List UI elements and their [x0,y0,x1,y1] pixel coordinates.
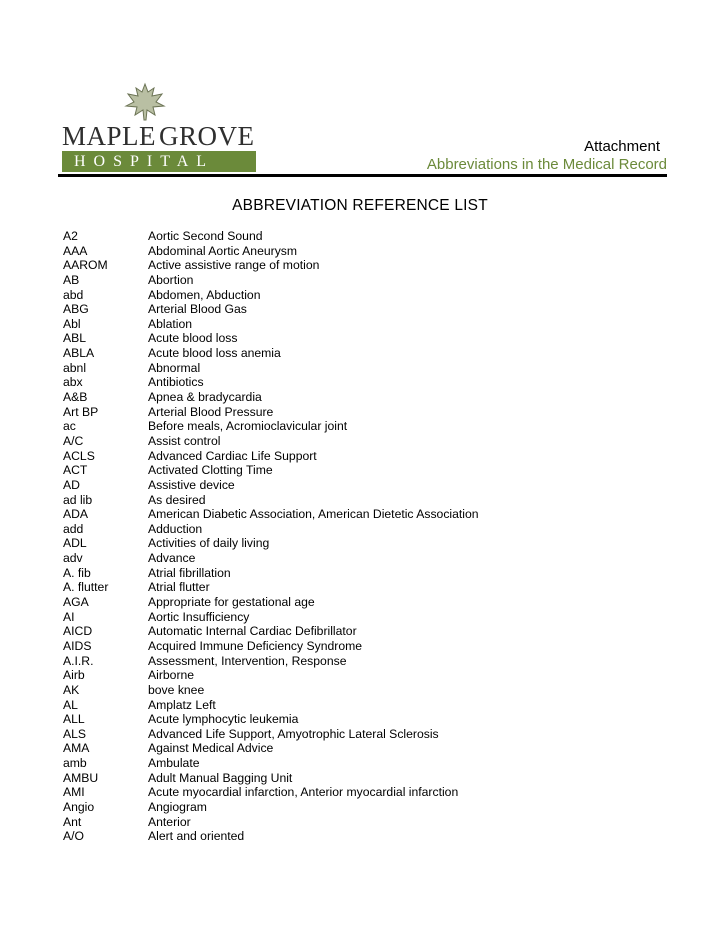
definition: Acute lymphocytic leukemia [148,712,299,727]
list-item [63,434,479,449]
header-title: Attachment [584,138,660,155]
definition: Assistive device [148,477,235,492]
list-item [63,815,479,830]
definition: Acute myocardial infarction, Anterior myocardial infarction [148,785,459,800]
list-item [63,463,479,478]
definition: Amplatz Left [148,697,216,712]
definition: Angiogram [148,799,207,814]
abbreviation: Ant [63,814,82,829]
abbreviation: A/O [63,829,84,844]
abbreviation: Angio [63,799,95,814]
abbreviation: ADA [63,507,89,522]
definition: Acquired Immune Deficiency Syndrome [148,638,363,653]
definition: Antibiotics [148,375,204,390]
list-item [63,800,479,815]
list-item [63,712,479,727]
list-item [63,288,479,303]
list-item [63,624,479,639]
definition: Abnormal [148,360,201,375]
abbreviation: A. flutter [63,580,109,595]
list-item [63,331,479,346]
list-item [63,449,479,464]
abbreviation: AMI [63,785,85,800]
maple-leaf-icon [120,82,170,122]
definition: Anterior [148,814,191,829]
abbreviation: ABG [63,302,89,317]
list-item [63,741,479,756]
list-item [63,698,479,713]
abbreviation: ACT [63,463,88,478]
abbreviation: ALS [63,726,87,741]
list-item [63,727,479,742]
abbreviation: Abl [63,316,81,331]
list-item [63,595,479,610]
list-item [63,419,479,434]
definition: Abdominal Aortic Aneurysm [148,243,298,258]
abbreviation: AL [63,697,78,712]
abbreviation: adv [63,551,83,566]
abbreviation: ad lib [63,492,93,507]
abbreviation: abd [63,287,84,302]
list-item [63,771,479,786]
list-item [63,478,479,493]
definition: Advanced Cardiac Life Support [148,448,317,463]
list-item [63,785,479,800]
list-item [63,229,479,244]
definition: Assessment, Intervention, Response [148,653,347,668]
abbreviation: AMA [63,741,90,756]
list-item [63,683,479,698]
abbreviation: abnl [63,360,87,375]
definition: Assist control [148,433,221,448]
definition: Apnea & bradycardia [148,390,262,405]
abbreviation: AAROM [63,258,108,273]
abbreviation: ABL [63,331,87,346]
list-item [63,566,479,581]
list-item [63,405,479,420]
abbreviation: abx [63,375,83,390]
definition: Adult Manual Bagging Unit [148,770,293,785]
list-item [63,668,479,683]
definition: Abdomen, Abduction [148,287,261,302]
definition: Alert and oriented [148,829,245,844]
definition: Abortion [148,272,194,287]
list-item [63,375,479,390]
abbreviation: amb [63,756,87,771]
abbreviation: ac [63,419,76,434]
abbreviation: A&B [63,390,88,405]
abbreviation: A/C [63,433,84,448]
list-item [63,346,479,361]
definition: Automatic Internal Cardiac Defibrillator [148,624,357,639]
definition: Against Medical Advice [148,741,274,756]
abbreviation: AMBU [63,770,99,785]
definition: Arterial Blood Gas [148,302,247,317]
list-item [63,654,479,669]
definition: Adduction [148,521,203,536]
abbreviation: A.I.R. [63,653,94,668]
list-item [63,317,479,332]
logo-word-grove: GROVE [159,121,255,151]
definition: Atrial fibrillation [148,565,231,580]
logo-word-maple: MAPLE [62,121,157,151]
definition: Aortic Second Sound [148,229,263,243]
abbreviation: AB [63,272,80,287]
abbreviation: ACLS [63,448,95,463]
list-item [63,610,479,625]
list-item [63,302,479,317]
hospital-logo [62,82,262,174]
abbreviation: ALL [63,712,85,727]
definition: As desired [148,492,206,507]
header-rule [58,174,667,177]
definition: Advance [148,551,196,566]
list-item [63,493,479,508]
abbreviation: A2 [63,229,78,243]
abbreviation: add [63,521,84,536]
abbreviation: AIDS [63,638,92,653]
list-item [63,551,479,566]
abbreviation: AICD [63,624,93,639]
list-item [63,536,479,551]
definition: bove knee [148,682,205,697]
list-item [63,244,479,259]
definition: Appropriate for gestational age [148,595,315,610]
list-item [63,522,479,537]
abbreviation: Art BP [63,404,99,419]
definition: Before meals, Acromioclavicular joint [148,419,348,434]
definition: Activities of daily living [148,536,270,551]
logo-word-hospital: HOSPITAL [62,151,256,172]
definition: Airborne [148,668,195,683]
list-item [63,829,479,844]
definition: Advanced Life Support, Amyotrophic Lateral Sclerosis [148,726,439,741]
abbreviation: AGA [63,595,89,610]
list-title: ABBREVIATION REFERENCE LIST [232,197,488,214]
abbreviation-list [63,229,479,844]
abbreviation: ABLA [63,346,95,361]
definition: Atrial flutter [148,580,210,595]
abbreviation: AI [63,609,75,624]
list-item [63,361,479,376]
definition: Ablation [148,316,193,331]
list-item [63,756,479,771]
definition: Active assistive range of motion [148,258,320,273]
definition: Acute blood loss [148,331,238,346]
definition: Acute blood loss anemia [148,346,281,361]
list-item [63,507,479,522]
definition: Aortic Insufficiency [148,609,250,624]
abbreviation: Airb [63,668,85,683]
list-item [63,390,479,405]
abbreviation: ADL [63,536,87,551]
abbreviation: A. fib [63,565,91,580]
list-item [63,273,479,288]
abbreviation: AAA [63,243,88,258]
definition: Ambulate [148,756,200,771]
definition: Arterial Blood Pressure [148,404,274,419]
abbreviation: AK [63,682,80,697]
list-item [63,639,479,654]
abbreviation: AD [63,477,80,492]
header-subtitle: Abbreviations in the Medical Record [426,156,667,173]
definition: Activated Clotting Time [148,463,273,478]
list-item [63,580,479,595]
definition: American Diabetic Association, American Dietetic Association [148,507,479,522]
list-item [63,258,479,273]
